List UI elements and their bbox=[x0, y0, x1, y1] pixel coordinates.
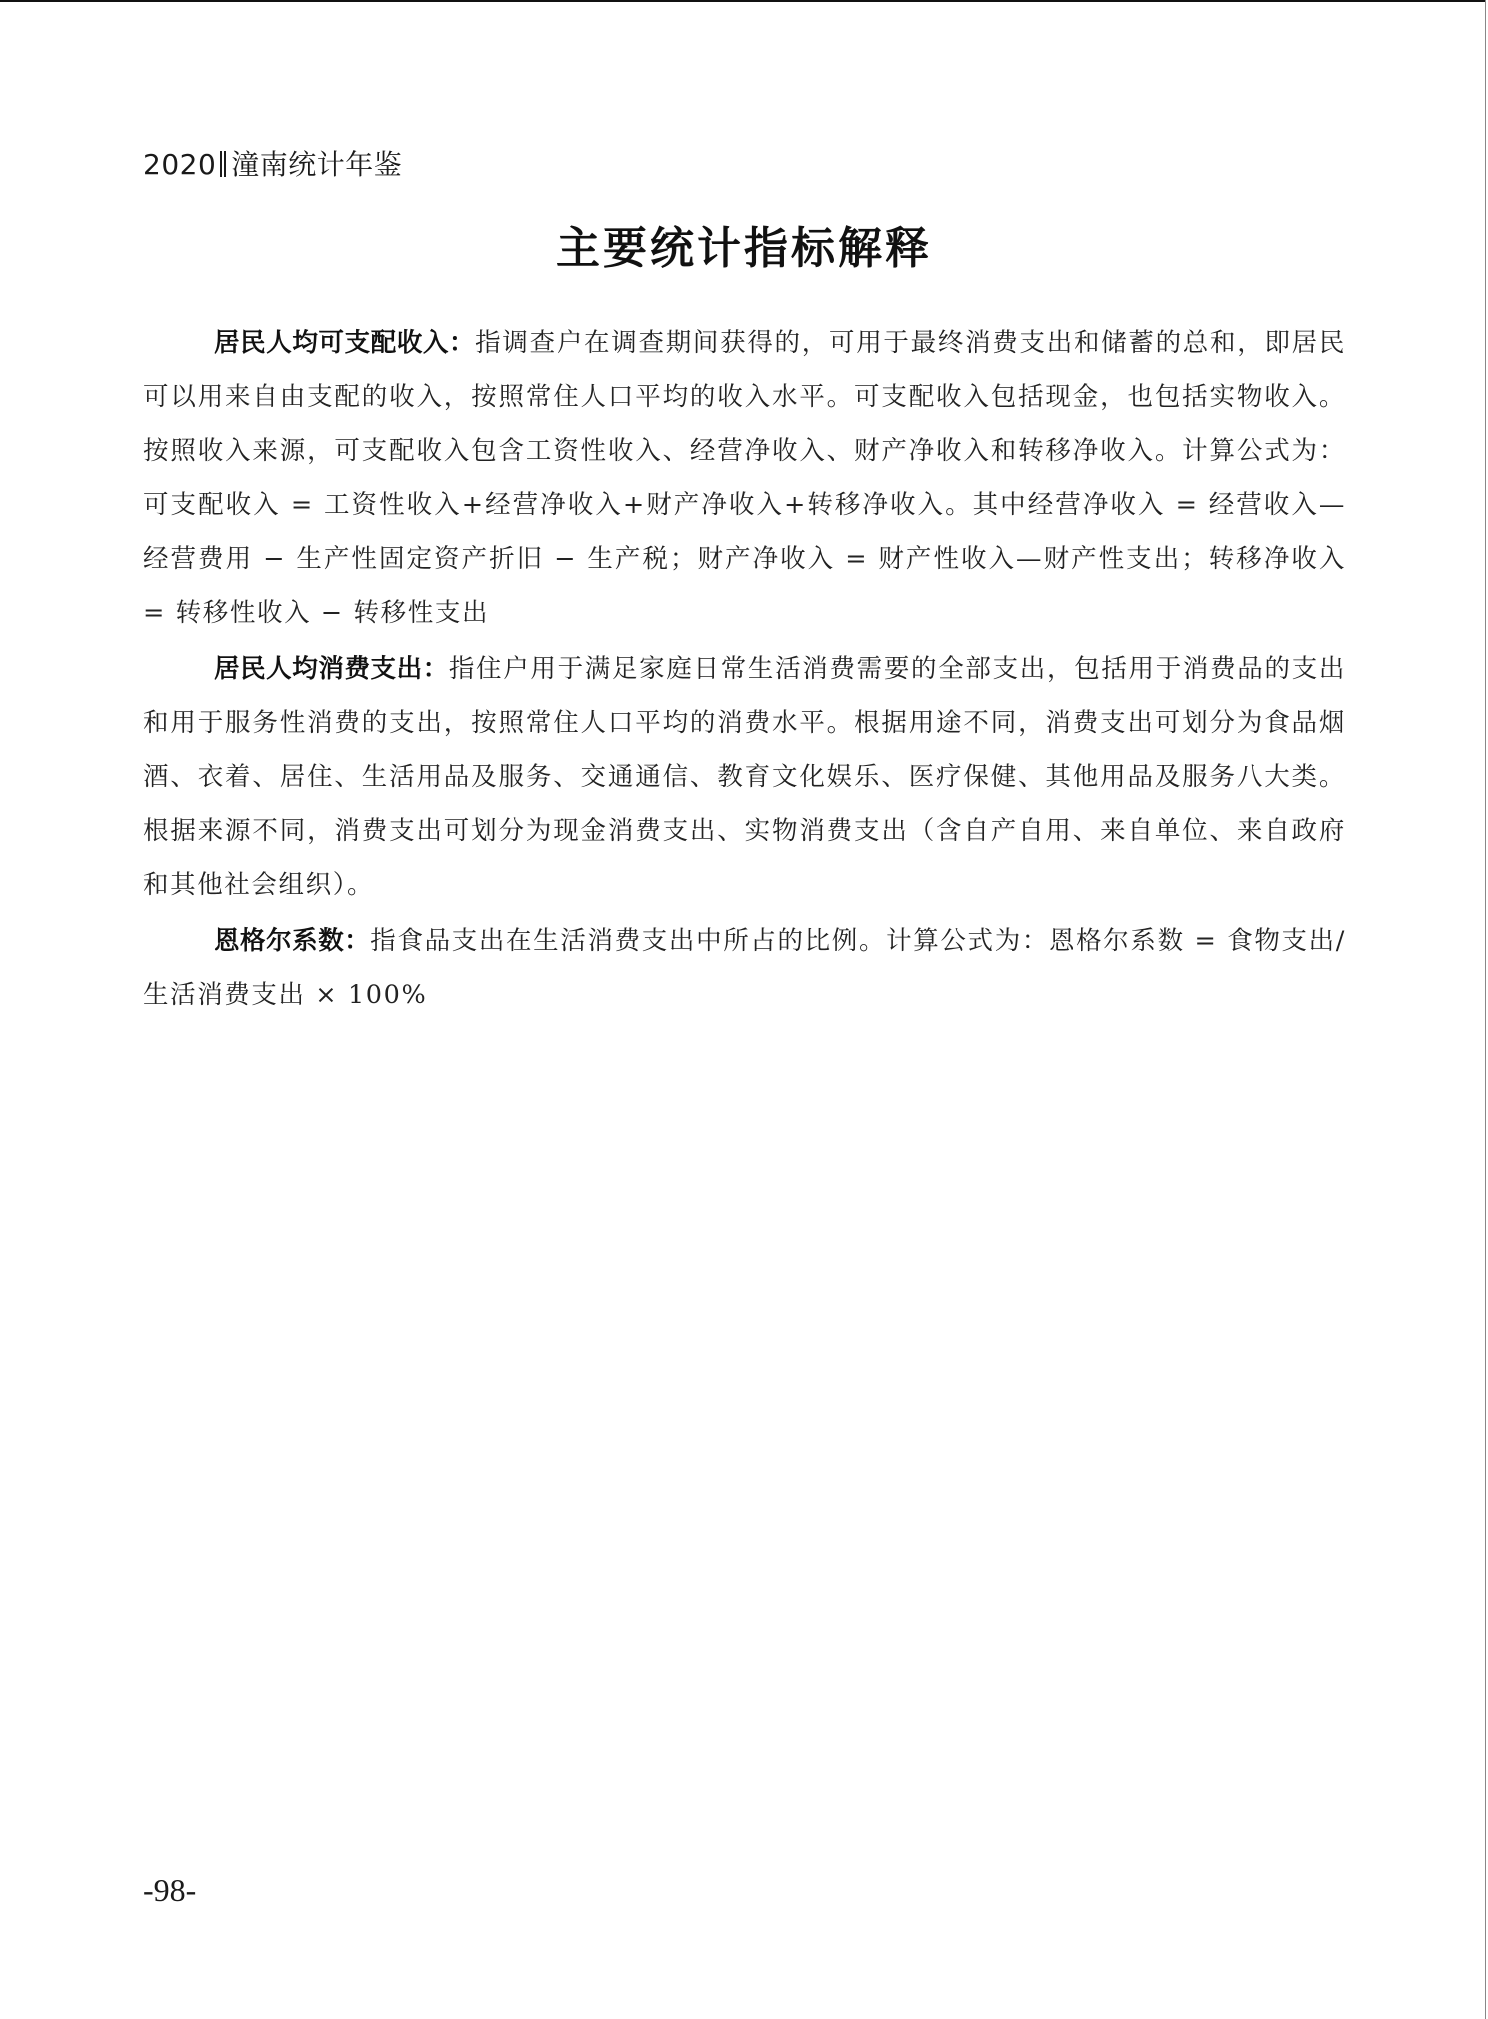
definition-text-consumption-expenditure: 指住户用于满足家庭日常生活消费需要的全部支出，包括用于消费品的支出和用于服务性消费的支出，按照常住人口平均的消费水平。根据用途不同，消费支出可划分为食品烟酒、衣着、居住、生活用品及服务、交通通信、教育文化娱乐、医疗保健、其他用品及服务八大类。根据来源不同，消费支出可划分为现金消费支出、实物消费支出（含自产自用、来自单位、来自政府和其他社会组织）。 bbox=[143, 654, 1346, 900]
page-title: 主要统计指标解释 bbox=[556, 223, 932, 274]
definition-consumption-expenditure bbox=[143, 642, 1346, 912]
definition-text-engel-coefficient: 指食品支出在生活消费支出中所占的比例。计算公式为：恩格尔系数 = 食物支出/ 生活消费支出 × 100% bbox=[143, 926, 1346, 1010]
header-year: 2020 bbox=[143, 148, 217, 181]
page-number: -98- bbox=[143, 1872, 197, 1908]
term-engel-coefficient: 恩格尔系数： bbox=[214, 926, 371, 956]
definition-disposable-income bbox=[143, 316, 1346, 640]
right-border-line bbox=[1485, 0, 1486, 2019]
term-consumption-expenditure: 居民人均消费支出： bbox=[214, 654, 449, 684]
definition-text-disposable-income: 指调查户在调查期间获得的，可用于最终消费支出和储蓄的总和，即居民可以用来自由支配的收入，按照常住人口平均的收入水平。可支配收入包括现金，也包括实物收入。按照收入来源，可支配收入包含工资性收入、经营净收入、财产净收入和转移净收入。计算公式为：可支配收入 = 工资性收入+经营净收入+财产净收入+转移净收入。其中经营净收入 = 经营收入—经营费用 − 生产性固定资产折旧 − 生产税；财产净收入 = 财产性收入—财产性支出；转移净收入 = 转移性收入 − 转移性支出 bbox=[143, 328, 1346, 628]
header-book-title: 潼南统计年鉴 bbox=[231, 148, 403, 181]
top-border-line bbox=[0, 0, 1486, 2]
running-header bbox=[143, 143, 402, 183]
term-disposable-income: 居民人均可支配收入： bbox=[214, 328, 476, 358]
definitions-body bbox=[143, 316, 1346, 1024]
header-separator bbox=[220, 151, 226, 177]
definition-engel-coefficient bbox=[143, 914, 1346, 1022]
